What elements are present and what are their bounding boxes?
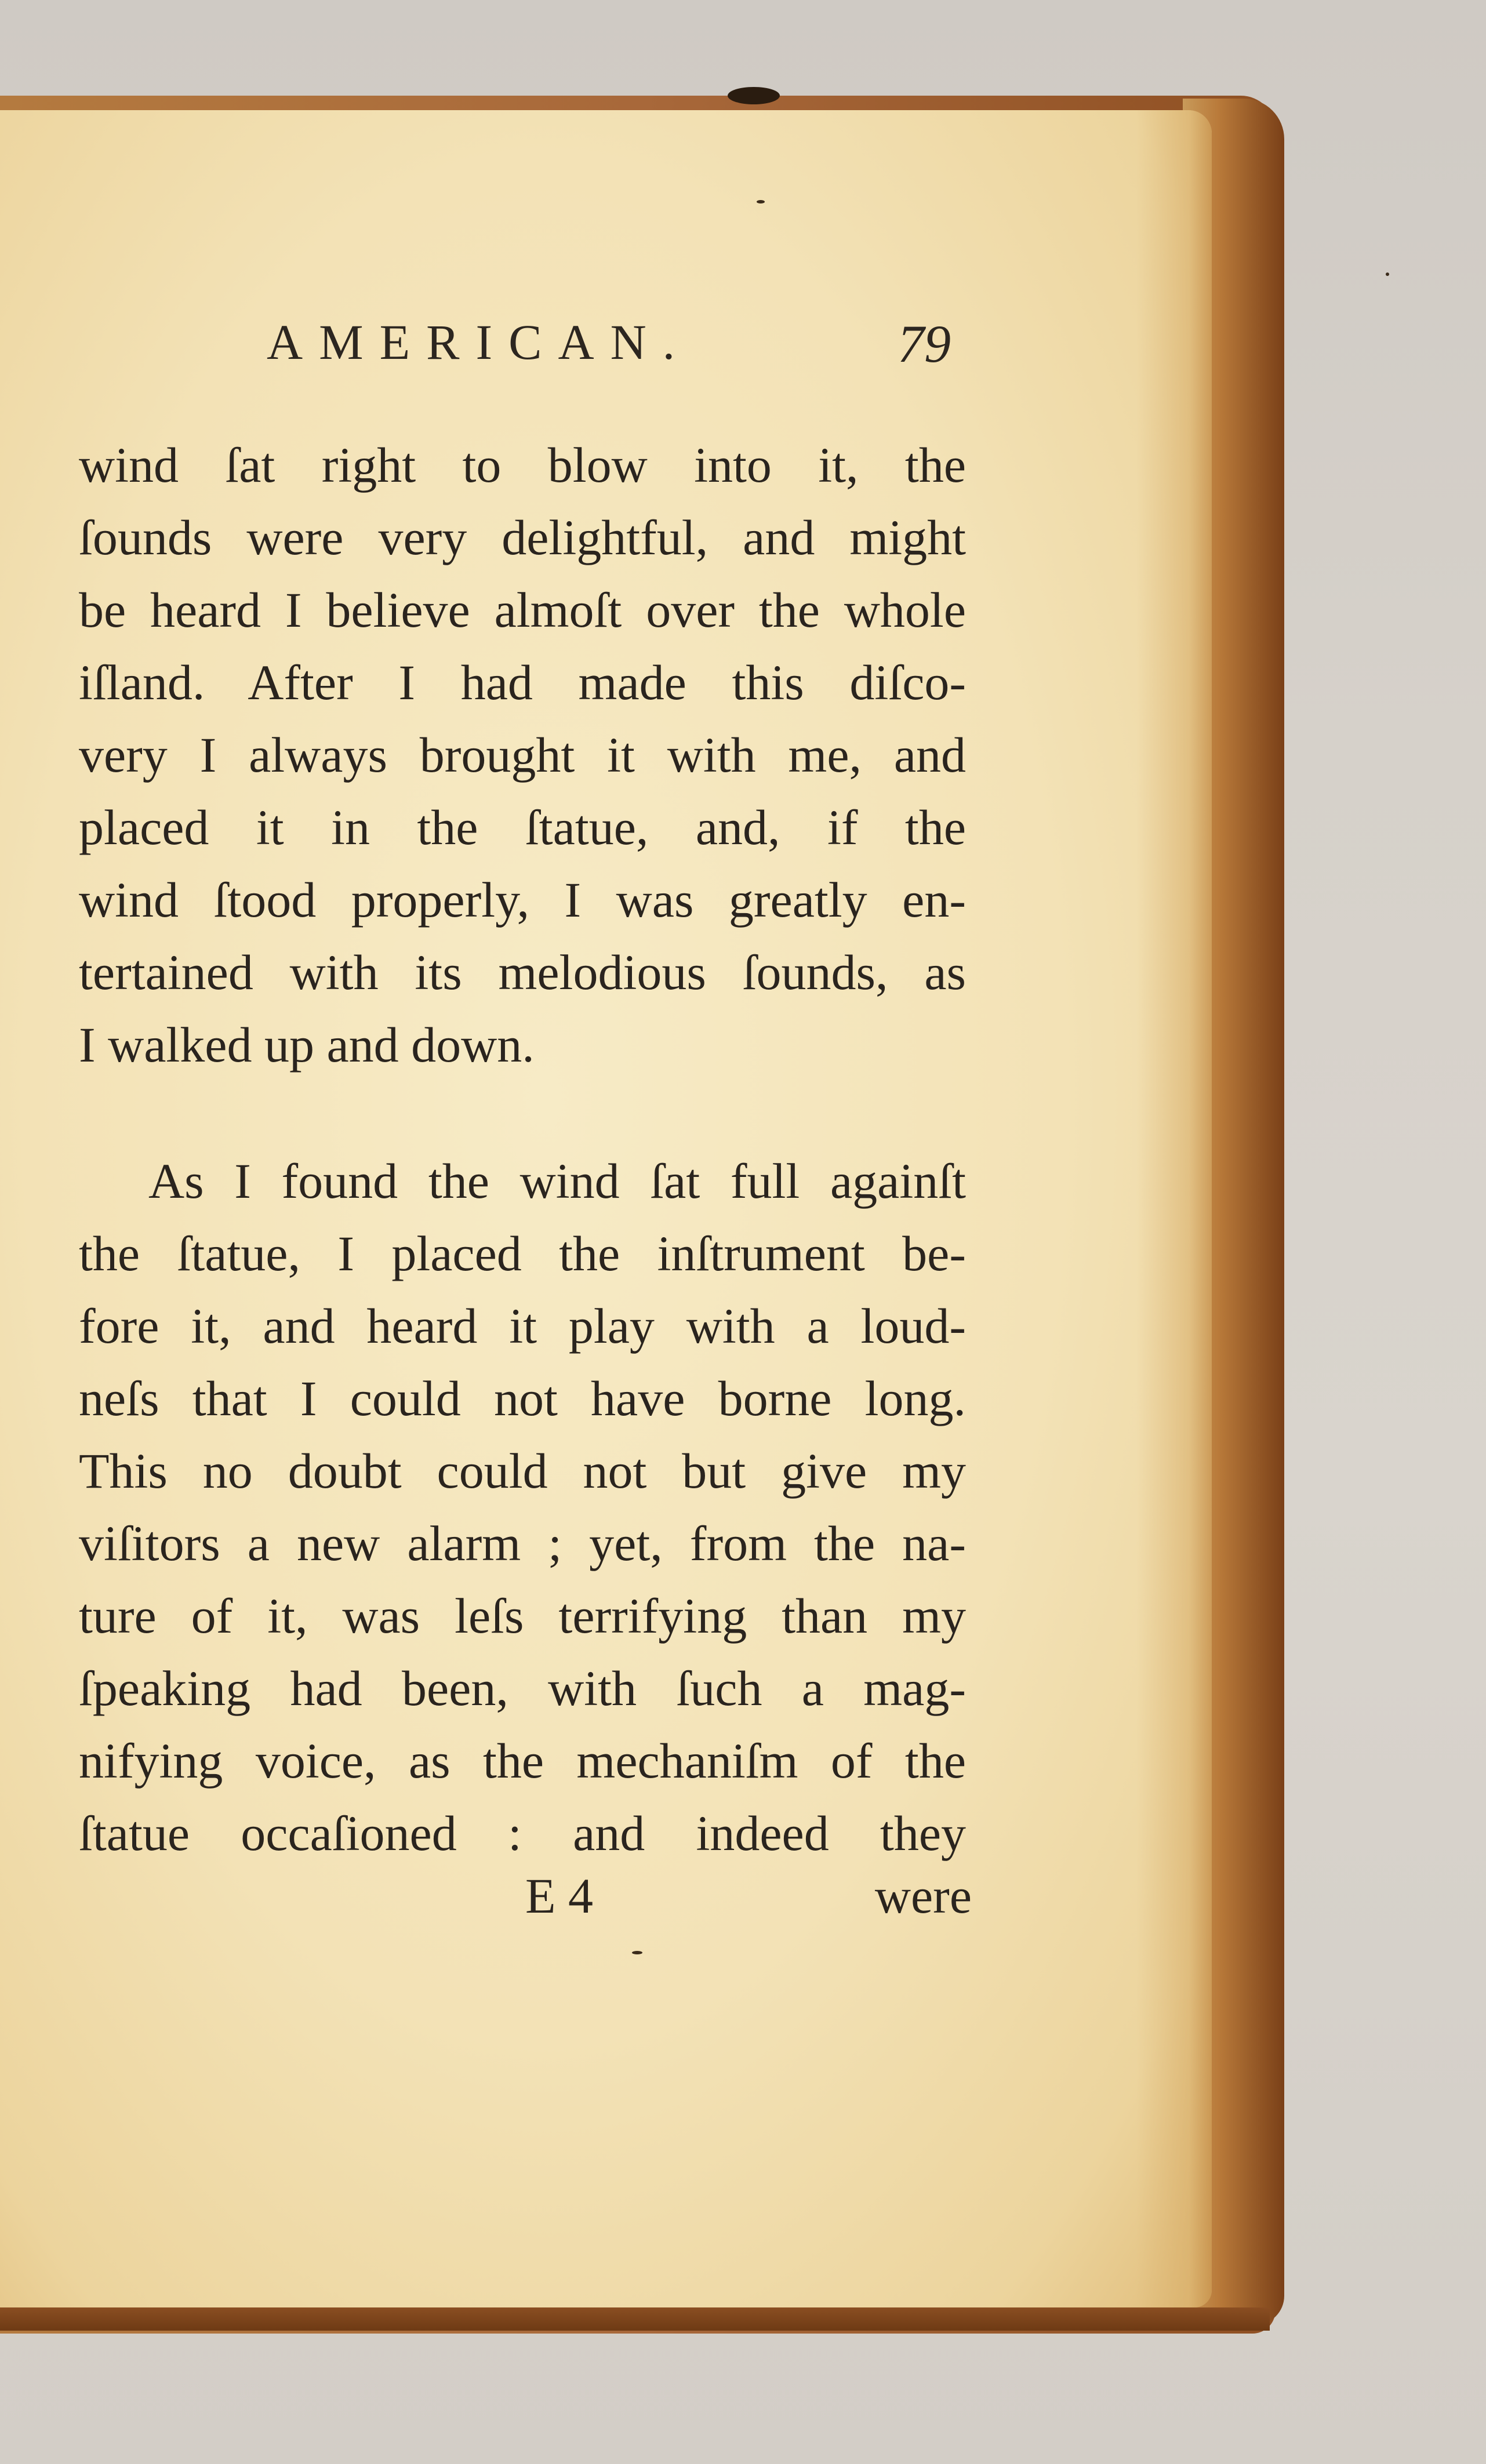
text-line: neſs that I could not have borne long. [79,1371,966,1426]
page-gutter-shade [1136,110,1212,2307]
text-line: very I always brought it with me, and [79,727,966,783]
text-line: iſland. After I had made this diſco- [79,655,966,710]
text-line: fore it, and heard it play with a loud- [79,1298,966,1354]
paper-speck [728,87,780,104]
text-line: I walked up and down. [79,1017,535,1073]
text-line: ſtatue occaſioned : and indeed they [79,1805,966,1861]
paragraph-1 [79,429,966,1081]
text-line: nifying voice, as the mechaniſm of the [79,1733,966,1789]
catchword: were [874,1868,972,1924]
page-footer [79,1867,972,1936]
text-line: be heard I believe almoſt over the whole [79,582,966,638]
running-head [267,301,951,373]
page-number: 79 [898,314,951,373]
text-line: placed it in the ſtatue, and, if the [79,799,966,855]
book-bottom-edge [0,2307,1270,2331]
running-title: AMERICAN. [267,314,692,370]
text-line: ſounds were very delightful, and might [79,510,966,565]
body-text [79,429,966,1870]
text-line: the ſtatue, I placed the inſtrument be- [79,1226,966,1281]
paper-speck [757,200,765,203]
text-line: tertained with its melodious ſounds, as [79,944,966,1000]
paragraph-2 [79,1145,966,1870]
text-line: ſpeaking had been, with ſuch a mag- [79,1660,966,1716]
text-line: As I found the wind ſat full againſt [148,1153,966,1209]
text-line: viſitors a new alarm ; yet, from the na- [79,1516,966,1571]
signature-mark: E 4 [525,1868,594,1924]
text-line: wind ſtood properly, I was greatly en- [79,872,966,928]
paper-speck [1386,272,1389,276]
text-line: wind ſat right to blow into it, the [79,437,966,493]
text-line: This no doubt could not but give my [79,1443,966,1499]
text-line: ture of it, was leſs terrifying than my [79,1588,966,1644]
paper-speck [632,1951,642,1954]
paragraph-gap [79,1081,966,1145]
